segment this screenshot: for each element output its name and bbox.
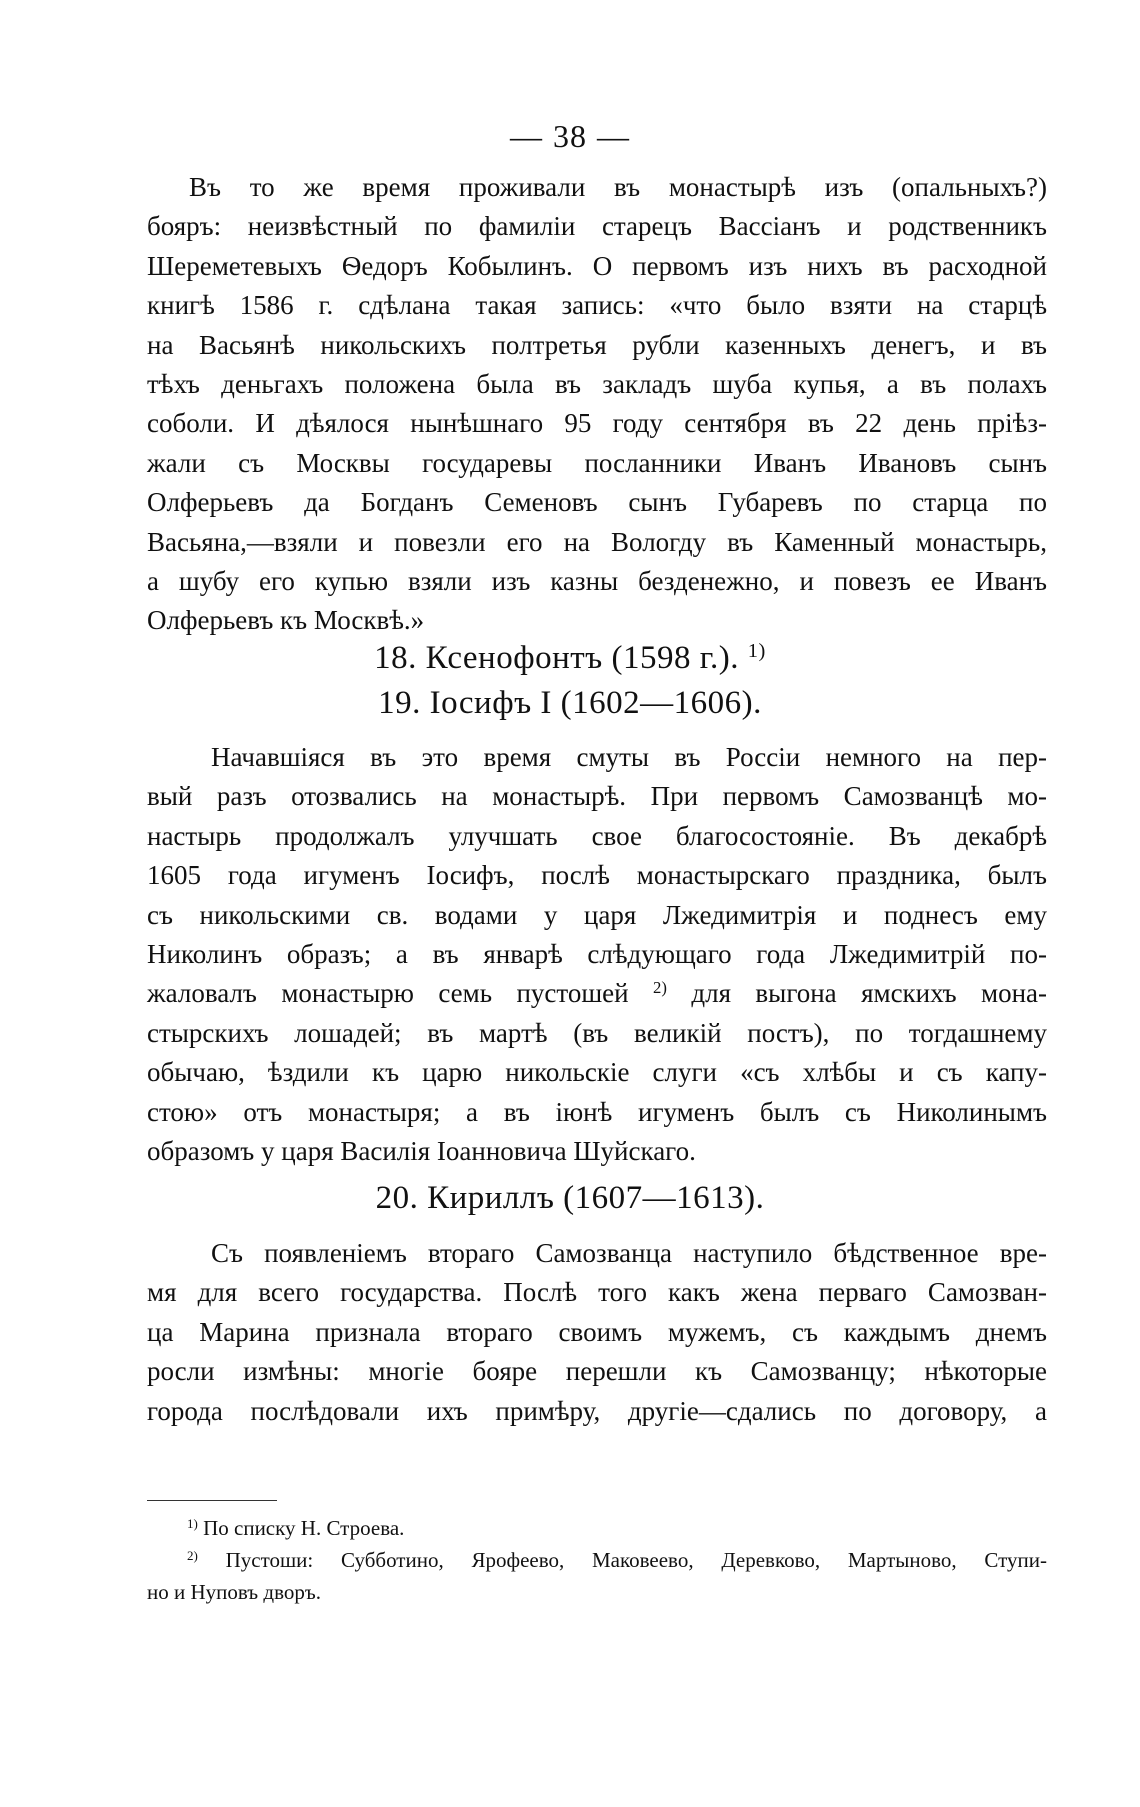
text-line: съ никольскими св. водами у царя Лжедимитрія и поднесъ ему	[147, 899, 1047, 930]
text-line: тѣхъ деньгахъ положена была въ закладъ шуба купья, а въ полахъ	[147, 369, 1047, 400]
text-line: обычаю, ѣздили къ царю никольскіе слуги «съ хлѣбы и съ капу-	[147, 1057, 1047, 1088]
heading-19: 19. Іосифъ I (1602—1606).	[378, 685, 762, 721]
footnote-1: $^{1)}$ По списку Н. Строева.	[187, 1515, 405, 1540]
text-line: 1605 года игуменъ Іосифъ, послѣ монастырскаго праздника, былъ	[147, 860, 1047, 891]
text-line: Начавшіяся въ это время смуты въ Россіи немного на пер-	[211, 742, 1047, 772]
text-line: а шубу его купью взяли изъ казны безденежно, и повезъ ее Иванъ	[147, 566, 1047, 597]
text-line: образомъ у царя Василія Іоанновича Шуйскаго.	[147, 1136, 696, 1167]
text-line: Въ то же время проживали въ монастырѣ изъ (опальныхъ?)	[189, 172, 1047, 202]
paragraph-3	[147, 1234, 1047, 1431]
footnote-mark: 1)	[187, 1515, 198, 1531]
text-line: росли измѣны: многіе бояре перешли къ Самозванцу; нѣкоторые	[147, 1356, 1047, 1387]
paragraph-2	[147, 738, 1047, 1171]
text-line: вый разъ отозвались на монастырѣ. При первомъ Самозванцѣ мо-	[147, 781, 1047, 812]
footnote-2: $^{2)}$ Пустоши: Субботино, Ярофеево, Маковеево, Деревково, Мартыново, Ступи-	[187, 1547, 1048, 1572]
page-number: — 38 —	[510, 118, 630, 154]
text-line: мя для всего государства. Послѣ того какъ жена перваго Самозван-	[147, 1277, 1047, 1308]
text-line: города послѣдовали ихъ примѣру, другіе—сдались по договору, а	[147, 1395, 1047, 1426]
heading-18: 18. Ксенофонтъ (1598 г.). $^{1)}$	[374, 639, 766, 676]
footnotes	[147, 1512, 1047, 1608]
footnote-2-cont: но и Нуповъ дворъ.	[147, 1580, 321, 1604]
heading-20: 20. Кириллъ (1607—1613).	[375, 1180, 765, 1216]
text-line: стою» отъ монастыря; а въ іюнѣ игуменъ былъ съ Николинымъ	[147, 1096, 1047, 1127]
footnote-mark: 2)	[187, 1547, 198, 1563]
text-line: жали съ Москвы государевы посланники Иванъ Ивановъ сынъ	[147, 447, 1047, 478]
text-line: Шереметевыхъ Ѳедоръ Кобылинъ. О первомъ изъ нихъ въ расходной	[147, 250, 1047, 281]
text-line: Васьяна,—взяли и повезли его на Вологду въ Каменный монастырь,	[147, 526, 1047, 557]
text-line: Олферьевъ къ Москвѣ.»	[147, 605, 425, 636]
paragraph-1	[147, 168, 1047, 641]
text-line: соболи. И дѣялося нынѣшнаго 95 году сентября въ 22 день пріѣз-	[147, 408, 1047, 439]
text-line: бояръ: неизвѣстный по фамиліи старецъ Вассіанъ и родственникъ	[147, 211, 1047, 242]
footnote-divider	[147, 1500, 277, 1501]
text-line: книгѣ 1586 г. сдѣлана такая запись: «что было взяти на старцѣ	[147, 290, 1047, 321]
text-line: на Васьянѣ никольскихъ полтретья рубли казенныхъ денегъ, и въ	[147, 329, 1047, 360]
text-line: Съ появленіемъ втораго Самозванца наступило бѣдственное вре-	[211, 1238, 1047, 1268]
text-line: жаловалъ монастырю семь пустошей $^{2)}$ для выгона ямскихъ мона-	[147, 978, 1047, 1009]
footnote-mark: 1)	[747, 639, 766, 662]
text-line: ца Марина признала втораго своимъ мужемъ, съ каждымъ днемъ	[147, 1316, 1047, 1347]
footnote-mark: 2)	[653, 978, 667, 998]
text-line: стырскихъ лошадей; въ мартѣ (въ великій постъ), по тогдашнему	[147, 1017, 1047, 1048]
text-line: настырь продолжалъ улучшать свое благосостояніе. Въ декабрѣ	[147, 820, 1047, 851]
text-line: Олферьевъ да Богданъ Семеновъ сынъ Губаревъ по старца по	[147, 487, 1047, 518]
text-line: Николинъ образъ; а въ январѣ слѣдующаго года Лжедимитрій по-	[147, 939, 1047, 970]
